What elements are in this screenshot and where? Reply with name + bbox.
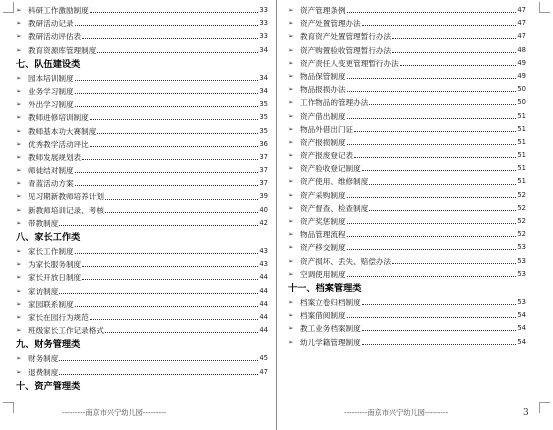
arrowhead-bullet-icon: ➢	[288, 58, 294, 67]
arrowhead-bullet-icon: ➢	[16, 218, 22, 227]
arrowhead-bullet-icon: ➢	[288, 203, 294, 212]
toc-leader-dots	[347, 276, 517, 277]
toc-leader-dots	[347, 118, 517, 119]
toc-page-number: 53	[517, 297, 526, 306]
toc-page-number: 33	[259, 32, 268, 41]
arrowhead-bullet-icon: ➢	[16, 126, 22, 135]
toc-page-number: 54	[517, 324, 526, 333]
toc-entry[interactable]	[288, 241, 526, 254]
toc-leader-dots	[347, 223, 517, 224]
toc-section-heading: 八、家长工作类	[16, 232, 81, 243]
toc-entry[interactable]	[16, 44, 268, 57]
toc-leader-dots	[75, 253, 259, 254]
toc-entry-label: 教师进修培训制度	[28, 113, 89, 123]
toc-page-number: 43	[259, 260, 268, 269]
arrowhead-bullet-icon: ➢	[16, 192, 22, 201]
toc-page-number: 51	[517, 111, 526, 120]
toc-entry-label: 班级家长工作记录格式	[28, 326, 104, 336]
toc-leader-dots	[97, 133, 258, 134]
toc-entry-label: 空调使用制度	[300, 269, 346, 279]
toc-leader-dots	[75, 172, 259, 173]
toc-page-number: 53	[517, 256, 526, 265]
arrowhead-bullet-icon: ➢	[288, 137, 294, 146]
toc-entry-label: 资产督查、检查制度	[300, 203, 369, 213]
toc-leader-dots	[369, 104, 516, 105]
toc-leader-dots	[362, 304, 517, 305]
crop-mark-bottom-right	[539, 402, 550, 413]
toc-entry-label: 带教制度	[28, 218, 59, 228]
toc-entry[interactable]	[288, 17, 526, 30]
toc-leader-dots	[82, 279, 258, 280]
arrowhead-bullet-icon: ➢	[16, 73, 22, 82]
toc-entry[interactable]	[16, 98, 268, 111]
toc-left-column	[16, 4, 268, 394]
toc-leader-dots	[75, 25, 259, 26]
arrowhead-bullet-icon: ➢	[288, 32, 294, 41]
toc-page-number: 53	[517, 243, 526, 252]
toc-page-number: 50	[517, 85, 526, 94]
toc-leader-dots	[97, 52, 258, 53]
arrowhead-bullet-icon: ➢	[16, 166, 22, 175]
toc-page-number: 33	[259, 19, 268, 28]
toc-entry[interactable]	[288, 136, 526, 149]
toc-entry[interactable]	[288, 255, 526, 268]
toc-entry-label: 工作物品的管理办法	[300, 98, 369, 108]
toc-entry[interactable]	[16, 190, 268, 203]
crop-mark-top-right	[539, 2, 550, 13]
toc-leader-dots	[392, 38, 516, 39]
arrowhead-bullet-icon: ➢	[16, 179, 22, 188]
toc-leader-dots	[347, 249, 517, 250]
toc-page-number: 39	[259, 192, 268, 201]
toc-entry-label: 资产责任人变更管理暂行办法	[300, 58, 399, 68]
toc-page-number: 42	[259, 218, 268, 227]
toc-leader-dots	[105, 199, 258, 200]
toc-leader-dots	[105, 212, 258, 213]
toc-leader-dots	[90, 119, 259, 120]
page-divider	[276, 0, 277, 430]
toc-page-number: 49	[517, 71, 526, 80]
toc-page-number: 52	[517, 190, 526, 199]
toc-leader-dots	[369, 210, 516, 211]
toc-page-number: 51	[517, 151, 526, 160]
arrowhead-bullet-icon: ➢	[16, 326, 22, 335]
toc-entry-label: 家园联系制度	[28, 299, 74, 309]
arrowhead-bullet-icon: ➢	[16, 152, 22, 161]
toc-entry[interactable]	[16, 366, 268, 379]
toc-right-column	[288, 4, 526, 349]
toc-entry[interactable]	[16, 352, 268, 365]
toc-leader-dots	[347, 197, 517, 198]
toc-entry[interactable]	[16, 138, 268, 151]
toc-page-number: 51	[517, 177, 526, 186]
arrowhead-bullet-icon: ➢	[288, 297, 294, 306]
arrowhead-bullet-icon: ➢	[288, 190, 294, 199]
toc-entry-label: 教研活动记录	[28, 19, 74, 29]
arrowhead-bullet-icon: ➢	[288, 177, 294, 186]
arrowhead-bullet-icon: ➢	[16, 6, 22, 14]
toc-entry-label: 家长开放日制度	[28, 273, 82, 283]
toc-leader-dots	[392, 263, 516, 264]
toc-leader-dots	[362, 170, 517, 171]
toc-entry-label: 新教师培训记录、考核	[28, 205, 104, 215]
toc-entry[interactable]	[16, 285, 268, 298]
toc-page-number: 54	[517, 311, 526, 320]
toc-entry-label: 资产采购制度	[300, 190, 346, 200]
toc-leader-dots	[347, 144, 517, 145]
toc-leader-dots	[82, 38, 258, 39]
toc-entry-label: 退费制度	[28, 367, 59, 377]
arrowhead-bullet-icon: ➢	[288, 243, 294, 252]
arrowhead-bullet-icon: ➢	[288, 311, 294, 320]
arrowhead-bullet-icon: ➢	[288, 256, 294, 265]
toc-leader-dots	[75, 106, 259, 107]
toc-page-number: 47	[517, 19, 526, 28]
toc-entry[interactable]	[16, 217, 268, 230]
toc-entry-label: 园本培训制度	[28, 73, 74, 83]
toc-entry-label: 资产购置验收管理暂行办法	[300, 45, 392, 55]
arrowhead-bullet-icon: ➢	[288, 85, 294, 94]
toc-entry[interactable]	[288, 296, 526, 309]
arrowhead-bullet-icon: ➢	[16, 367, 22, 376]
toc-page-number: 52	[517, 217, 526, 225]
arrowhead-bullet-icon: ➢	[288, 6, 294, 14]
arrowhead-bullet-icon: ➢	[288, 98, 294, 107]
arrowhead-bullet-icon: ➢	[16, 286, 22, 295]
crop-mark-top-left	[3, 2, 14, 13]
arrowhead-bullet-icon: ➢	[288, 230, 294, 239]
arrowhead-bullet-icon: ➢	[288, 337, 294, 346]
toc-entry-label: 优秀教学活动评比	[28, 139, 89, 149]
toc-entry[interactable]	[288, 202, 526, 215]
toc-leader-dots	[75, 80, 259, 81]
toc-page-number: 34	[259, 86, 268, 95]
toc-entry[interactable]	[288, 162, 526, 175]
toc-entry-label: 资产移交制度	[300, 243, 346, 253]
toc-entry-label: 资产奖惩制度	[300, 217, 346, 226]
arrowhead-bullet-icon: ➢	[16, 139, 22, 148]
footer-right: ---------南京市兴宁幼儿园---------	[344, 408, 449, 417]
toc-entry[interactable]	[16, 4, 268, 17]
toc-page-number: 37	[259, 152, 268, 161]
toc-entry-label: 资产报损制度	[300, 137, 346, 147]
toc-leader-dots	[105, 332, 258, 333]
toc-entry-label: 物品报损办法	[300, 85, 346, 95]
toc-leader-dots	[354, 157, 516, 158]
toc-entry[interactable]	[16, 17, 268, 30]
toc-page-number: 53	[517, 269, 526, 278]
arrowhead-bullet-icon: ➢	[16, 247, 22, 255]
toc-entry-label: 教师基本功大赛制度	[28, 126, 97, 136]
toc-entry[interactable]	[288, 149, 526, 162]
toc-entry-label: 为家长服务制度	[28, 260, 82, 270]
toc-page-number: 37	[259, 166, 268, 175]
toc-entry-label: 物品保管制度	[300, 71, 346, 81]
toc-page-number: 33	[259, 6, 268, 14]
toc-page-number: 44	[259, 326, 268, 335]
toc-entry[interactable]	[16, 245, 268, 258]
toc-entry-label: 资产损坏、丢失、赔偿办法	[300, 256, 392, 266]
toc-entry-label: 资产处置管理办法	[300, 19, 361, 29]
toc-leader-dots	[90, 319, 259, 320]
arrowhead-bullet-icon: ➢	[288, 151, 294, 160]
arrowhead-bullet-icon: ➢	[16, 312, 22, 321]
toc-entry-label: 教工业务档案制度	[300, 324, 361, 334]
toc-leader-dots	[59, 360, 258, 361]
arrowhead-bullet-icon: ➢	[288, 269, 294, 278]
toc-page-number: 34	[259, 73, 268, 82]
arrowhead-bullet-icon: ➢	[16, 273, 22, 282]
toc-entry[interactable]	[16, 111, 268, 124]
toc-leader-dots	[369, 184, 516, 185]
toc-leader-dots	[392, 52, 516, 53]
toc-page-number: 50	[517, 98, 526, 107]
toc-entry[interactable]	[288, 4, 526, 17]
arrowhead-bullet-icon: ➢	[16, 113, 22, 122]
arrowhead-bullet-icon: ➢	[16, 205, 22, 214]
toc-leader-dots	[362, 344, 517, 345]
toc-entry[interactable]	[288, 44, 526, 57]
toc-entry-label: 家访制度	[28, 286, 59, 296]
toc-leader-dots	[347, 236, 517, 237]
toc-leader-dots	[82, 266, 258, 267]
toc-page-number: 37	[259, 179, 268, 188]
toc-entry[interactable]	[16, 271, 268, 284]
toc-leader-dots	[400, 65, 517, 66]
toc-entry-label: 家长在园行为规范	[28, 312, 89, 322]
toc-entry[interactable]	[16, 204, 268, 217]
toc-entry-label: 资产管理条例	[300, 6, 346, 15]
toc-entry-label: 教师发展规划表	[28, 152, 82, 162]
toc-page-number: 48	[517, 45, 526, 54]
toc-entry-label: 外出学习制度	[28, 100, 74, 110]
toc-entry-label: 幼儿学籍管理制度	[300, 337, 361, 347]
toc-page-number: 43	[259, 247, 268, 255]
arrowhead-bullet-icon: ➢	[16, 19, 22, 28]
arrowhead-bullet-icon: ➢	[288, 45, 294, 54]
toc-leader-dots	[59, 225, 258, 226]
toc-page-number: 45	[259, 354, 268, 363]
toc-leader-dots	[362, 330, 517, 331]
toc-leader-dots	[354, 131, 516, 132]
toc-entry[interactable]	[16, 164, 268, 177]
toc-page-number: 35	[259, 113, 268, 122]
toc-entry-label: 教育资产处置管理暂行办法	[300, 32, 392, 42]
toc-entry-label: 物品管理流程	[300, 230, 346, 240]
toc-page-number: 51	[517, 124, 526, 133]
toc-entry-label: 档案立卷归档制度	[300, 297, 361, 307]
toc-page-number: 52	[517, 230, 526, 239]
toc-entry-label: 青蓝活动方案	[28, 179, 74, 189]
toc-entry[interactable]	[16, 72, 268, 85]
toc-entry[interactable]	[288, 70, 526, 83]
toc-entry[interactable]	[16, 298, 268, 311]
toc-page-number: 44	[259, 299, 268, 308]
toc-entry[interactable]	[288, 215, 526, 228]
toc-page-number: 36	[259, 139, 268, 148]
toc-section-heading: 七、队伍建设类	[16, 58, 81, 70]
toc-entry[interactable]	[288, 57, 526, 70]
toc-entry-label: 财务制度	[28, 354, 59, 364]
arrowhead-bullet-icon: ➢	[16, 260, 22, 269]
toc-entry-label: 资产验收登记制度	[300, 164, 361, 174]
toc-page-number: 44	[259, 286, 268, 295]
toc-leader-dots	[82, 159, 258, 160]
toc-section-heading: 十、资产管理类	[16, 380, 81, 392]
toc-entry-label: 家长工作制度	[28, 247, 74, 256]
arrowhead-bullet-icon: ➢	[288, 217, 294, 225]
footer-left: ---------南京市兴宁幼儿园---------	[62, 408, 167, 417]
arrowhead-bullet-icon: ➢	[16, 299, 22, 308]
toc-page-number: 40	[259, 205, 268, 214]
toc-leader-dots	[59, 374, 258, 375]
toc-page-number: 49	[517, 58, 526, 67]
arrowhead-bullet-icon: ➢	[288, 124, 294, 133]
toc-entry[interactable]	[16, 30, 268, 43]
toc-section-heading: 九、财务管理类	[16, 339, 81, 351]
toc-entry[interactable]	[16, 177, 268, 190]
toc-entry[interactable]	[288, 110, 526, 123]
toc-entry[interactable]	[16, 324, 268, 337]
toc-leader-dots	[347, 317, 517, 318]
page-number: 3	[523, 408, 529, 418]
toc-leader-dots	[347, 12, 517, 13]
toc-leader-dots	[59, 293, 258, 294]
toc-entry[interactable]	[288, 322, 526, 335]
toc-section-heading: 十一、档案管理类	[288, 282, 362, 294]
toc-leader-dots	[347, 91, 517, 92]
toc-entry-label: 资产借出制度	[300, 111, 346, 121]
arrowhead-bullet-icon: ➢	[288, 111, 294, 120]
toc-entry[interactable]	[16, 311, 268, 324]
crop-mark-bottom-left	[3, 402, 14, 413]
toc-entry[interactable]	[288, 96, 526, 109]
toc-page-number: 47	[517, 6, 526, 14]
toc-entry[interactable]	[288, 189, 526, 202]
toc-entry[interactable]	[288, 175, 526, 188]
arrowhead-bullet-icon: ➢	[288, 324, 294, 333]
toc-entry[interactable]	[288, 268, 526, 281]
toc-entry-label: 教育资源库管理制度	[28, 45, 97, 55]
toc-entry-label: 见习期新教师培养计划	[28, 192, 104, 202]
toc-entry-label: 教研活动评估表	[28, 32, 82, 42]
toc-page-number: 47	[517, 32, 526, 41]
toc-leader-dots	[90, 146, 259, 147]
toc-page-number: 51	[517, 137, 526, 146]
arrowhead-bullet-icon: ➢	[16, 45, 22, 54]
toc-entry[interactable]	[16, 125, 268, 138]
toc-page-number: 44	[259, 312, 268, 321]
toc-page-number: 47	[259, 367, 268, 376]
toc-leader-dots	[347, 78, 517, 79]
toc-page-number: 34	[259, 45, 268, 54]
toc-page-number: 54	[517, 337, 526, 346]
arrowhead-bullet-icon: ➢	[288, 71, 294, 80]
toc-entry[interactable]	[288, 83, 526, 96]
arrowhead-bullet-icon: ➢	[288, 164, 294, 173]
arrowhead-bullet-icon: ➢	[16, 100, 22, 109]
toc-leader-dots	[75, 185, 259, 186]
toc-entry-label: 资产报废登记表	[300, 151, 354, 161]
toc-entry[interactable]	[288, 336, 526, 349]
toc-page-number: 35	[259, 100, 268, 109]
toc-page-number: 44	[259, 273, 268, 282]
arrowhead-bullet-icon: ➢	[16, 354, 22, 363]
toc-entry[interactable]	[288, 123, 526, 136]
toc-leader-dots	[90, 12, 259, 13]
toc-entry[interactable]	[288, 228, 526, 241]
toc-entry-label: 资产使用、维修制度	[300, 177, 369, 187]
toc-page-number: 35	[259, 126, 268, 135]
toc-entry[interactable]	[16, 258, 268, 271]
toc-entry[interactable]	[16, 85, 268, 98]
toc-leader-dots	[75, 306, 259, 307]
toc-page-number: 51	[517, 164, 526, 173]
toc-entry-label: 物品外借出门证	[300, 124, 354, 134]
toc-entry-label: 科研工作激励制度	[28, 6, 89, 15]
toc-entry-label: 档案借阅制度	[300, 311, 346, 321]
arrowhead-bullet-icon: ➢	[288, 19, 294, 28]
toc-entry-label: 师徒结对制度	[28, 166, 74, 176]
toc-entry[interactable]	[288, 309, 526, 322]
toc-entry-label: 业务学习制度	[28, 86, 74, 96]
toc-leader-dots	[75, 93, 259, 94]
arrowhead-bullet-icon: ➢	[16, 86, 22, 95]
toc-page-number: 52	[517, 203, 526, 212]
toc-entry[interactable]	[288, 30, 526, 43]
toc-leader-dots	[362, 25, 517, 26]
arrowhead-bullet-icon: ➢	[16, 32, 22, 41]
toc-entry[interactable]	[16, 151, 268, 164]
